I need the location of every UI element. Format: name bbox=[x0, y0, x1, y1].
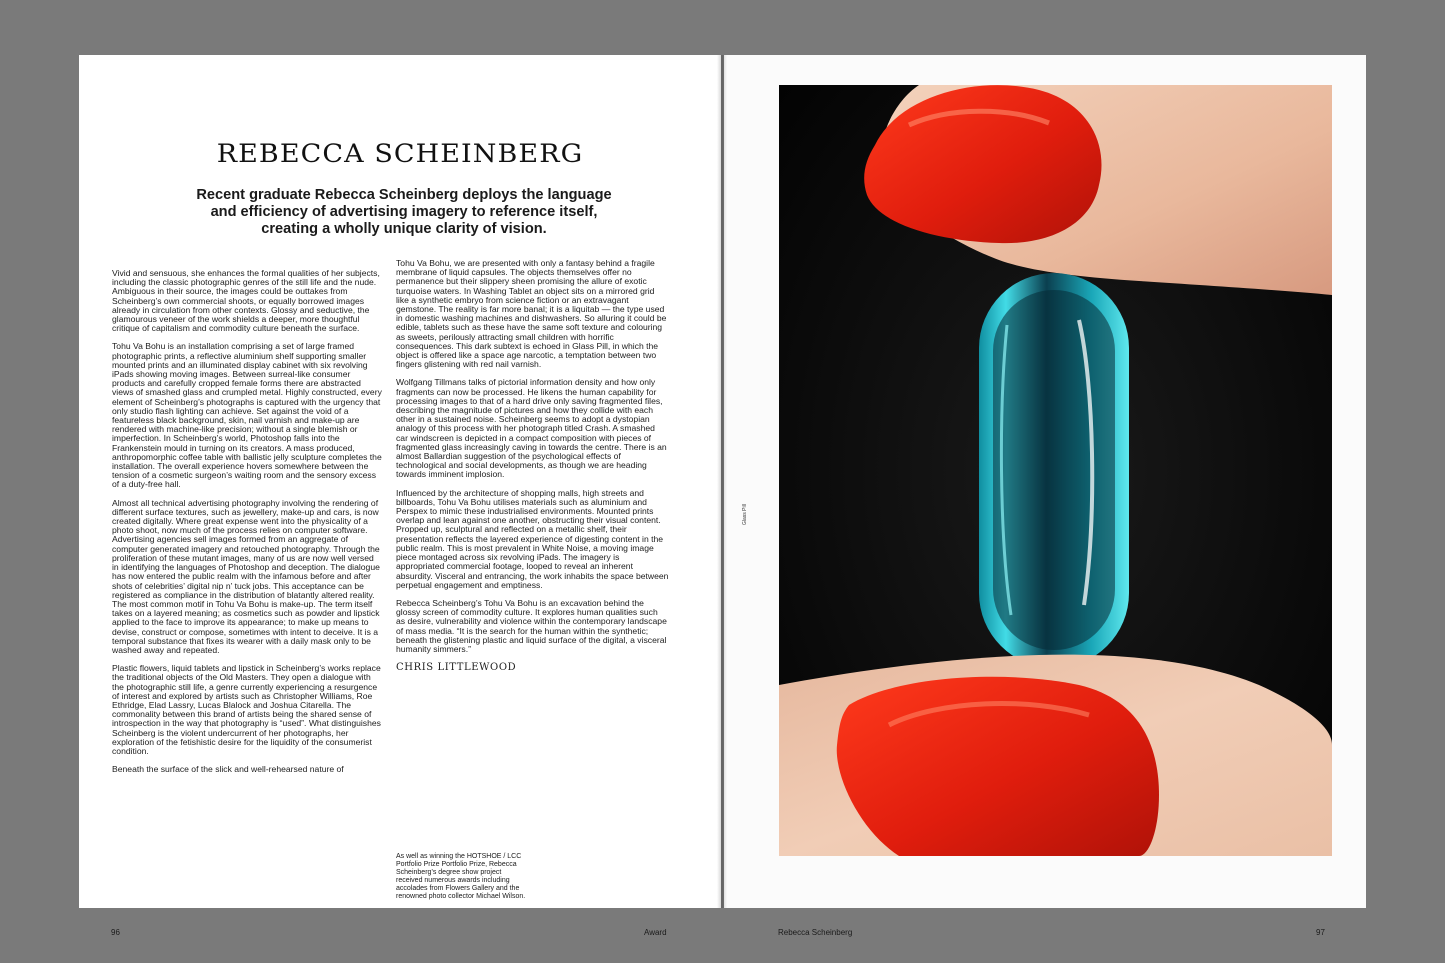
right-page bbox=[724, 55, 1366, 937]
byline: CHRIS LITTLEWOOD bbox=[396, 662, 517, 674]
running-head: Rebecca Scheinberg bbox=[778, 928, 853, 937]
section-label: Award bbox=[644, 928, 667, 937]
photo-caption: Glass Pill bbox=[742, 504, 748, 525]
paragraph: Beneath the surface of the slick and well-rehearsed nature of bbox=[112, 764, 344, 775]
page-number: 97 bbox=[1316, 928, 1325, 937]
text-column-1 bbox=[112, 269, 382, 783]
paragraph: Almost all technical advertising photography involving the rendering of different surface textures, such as jewellery, make-up and cars, is now created digitally. Where great expense went into the physicality of a photo shoot, now much of the process relies on computer software. Advertising agencies sell images formed from an aggregate of computer generated imagery and retouched photography. Through the proliferation of these mutant images, many of us are now well versed in identifying the languages of Photoshop and deception. The dialogue has now entered the public realm with the infamous before and after shots of celebrities’ digital nip n’ tuck jobs. This acceptance can be registered as compliance in the distribution of blatantly altered reality. The most common motif in Tohu Va Bohu is make-up. The term itself takes on a layered meaning; as cosmetics such as powder and lipstick applied to the face to improve its appearance; to make up means to devise, construct or compose, sometimes with intent to deceive. It is a temporal substance that fixes its wearer with a daily mask only to be washed away and repeated. bbox=[112, 497, 380, 655]
page-number: 96 bbox=[111, 928, 120, 937]
paragraph: Wolfgang Tillmans talks of pictorial information density and how only fragments can now be processed. He likens the human capability for processing images to that of a hard drive only saving fragmented files, describing the magnitude of pictures and how they collide with each other in a sustained noise. Scheinberg seems to adopt a dystopian analogy of this process with her photograph titled Crash. A smashed car windscreen is depicted in a compact composition with pieces of fragmented glass increasingly caving in towards the centre. There is an almost Ballardian suggestion of the psychological effects of technological and social developments, as though we are heading towards imminent implosion. bbox=[396, 377, 667, 480]
spine-gutter bbox=[717, 55, 727, 908]
glass-pill-photo bbox=[779, 85, 1332, 856]
paragraph: Tohu Va Bohu, we are presented with only a fantasy behind a fragile membrane of liquid capsules. The objects themselves offer no permanence but their slippery sheen promising the allure of exotic turquoise waters. In Washing Tablet an object sits on a mirrored grid like a synthetic embryo from science fiction or an extravagant gemstone. The reality is far more banal; it is a liquitab — the type used in domestic washing machines and dishwashers. So alluring it could be edible, tablets such as these have the same soft texture and colouring as sweets, perilously attracting small children with horrific consequences. This dark subtext is echoed in Glass Pill, in which the object is offered like a space age narcotic, a temptation between two fingers glistening with red nail varnish. bbox=[396, 258, 667, 370]
paragraph: Tohu Va Bohu is an installation comprising a set of large framed photographic prints, a reflective aluminium shelf supporting smaller mounted prints and an illuminated display cabinet with six revolving iPads showing moving images. Between surreal-like consumer products and carefully cropped female forms there are abstracted views of smashed glass and crumpled metal. Highly constructed, every element of Scheinberg’s photographs is captured with the urgency that only studio flash lighting can achieve. Set against the void of a featureless black background, skin, nail varnish and make-up are rendered with machine-like precision; without a single blemish or imperfection. In Scheinberg’s world, Photoshop falls into the Frankenstein mould in turning on its creators. A mass produced, anthropomorphic coffee table with ballistic jelly sculpture completes the installation. The overall experience hovers somewhere between the tension of a cosmetic surgeon’s waiting room and the sensory excess of a duty-free hall. bbox=[112, 341, 382, 490]
sidenote: As well as winning the HOTSHOE / LCC Portfolio Prize Portfolio Prize, Rebecca Scheinberg’s degree show project received numerous awards including accolades from Flowers Gallery and the renowned photo collector Michael Wilson. bbox=[396, 853, 526, 900]
paragraph: Plastic flowers, liquid tablets and lipstick in Scheinberg’s works replace the traditional objects of the Old Masters. They open a dialogue with the photographic still life, a genre currently experiencing a resurgence of interest and explored by artists such as Christopher Williams, Roe Ethridge, Elad Lassry, Lucas Blalock and Joshua Citarella. The commonality between this brand of artists being the shared sense of introspection in the way that photography is “used”. What distinguishes Scheinberg is the violent undercurrent of her photographs, her exploration of the fetishistic desire for the liquidity of the consumerist condition. bbox=[112, 663, 381, 756]
standfirst: Recent graduate Rebecca Scheinberg deploys the language and efficiency of advertising imagery to reference itself, creating a wholly unique clarity of vision. bbox=[196, 187, 612, 237]
left-page bbox=[79, 55, 721, 937]
paragraph: Rebecca Scheinberg’s Tohu Va Bohu is an excavation behind the glossy screen of commodity culture. It explores human qualities such as desire, vulnerability and violence within the contemporary landscape of mass media. “It is the search for the human within the synthetic; beneath the glistening plastic and liquid surface of the digital, a visceral humanity simmers.” bbox=[396, 597, 667, 654]
paragraph: Vivid and sensuous, she enhances the formal qualities of her subjects, including the classic photographic genres of the still life and the nude. Ambiguous in their source, the images could be outtakes from Scheinberg’s own commercial shoots, or equally borrowed images already in circulation from other contexts. Glossy and seductive, the glamourous veneer of the work shields a deeper, more thoughtful critique of capitalism and commodity culture beneath the surface. bbox=[112, 268, 380, 334]
glass-pill-illustration bbox=[779, 85, 1332, 856]
text-column-2 bbox=[396, 259, 669, 672]
article-title: REBECCA SCHEINBERG bbox=[216, 139, 584, 168]
paragraph: Influenced by the architecture of shopping malls, high streets and billboards, Tohu Va Bohu utilises materials such as aluminium and Perspex to mimic these industrialised environments. Mounted prints overlap and lean against one another, obstructing their visual content. Propped up, sculptural and reflected on a metallic shelf, their presentation reflects the layered experience of digesting content in the public realm. This is most prevalent in White Noise, a moving image piece montaged across six revolving iPads. The imagery is appropriated commercial footage, looped to reveal an inherent absurdity. Visceral and entrancing, the work inhabits the space between perpetual engagement and emptiness. bbox=[396, 487, 669, 590]
